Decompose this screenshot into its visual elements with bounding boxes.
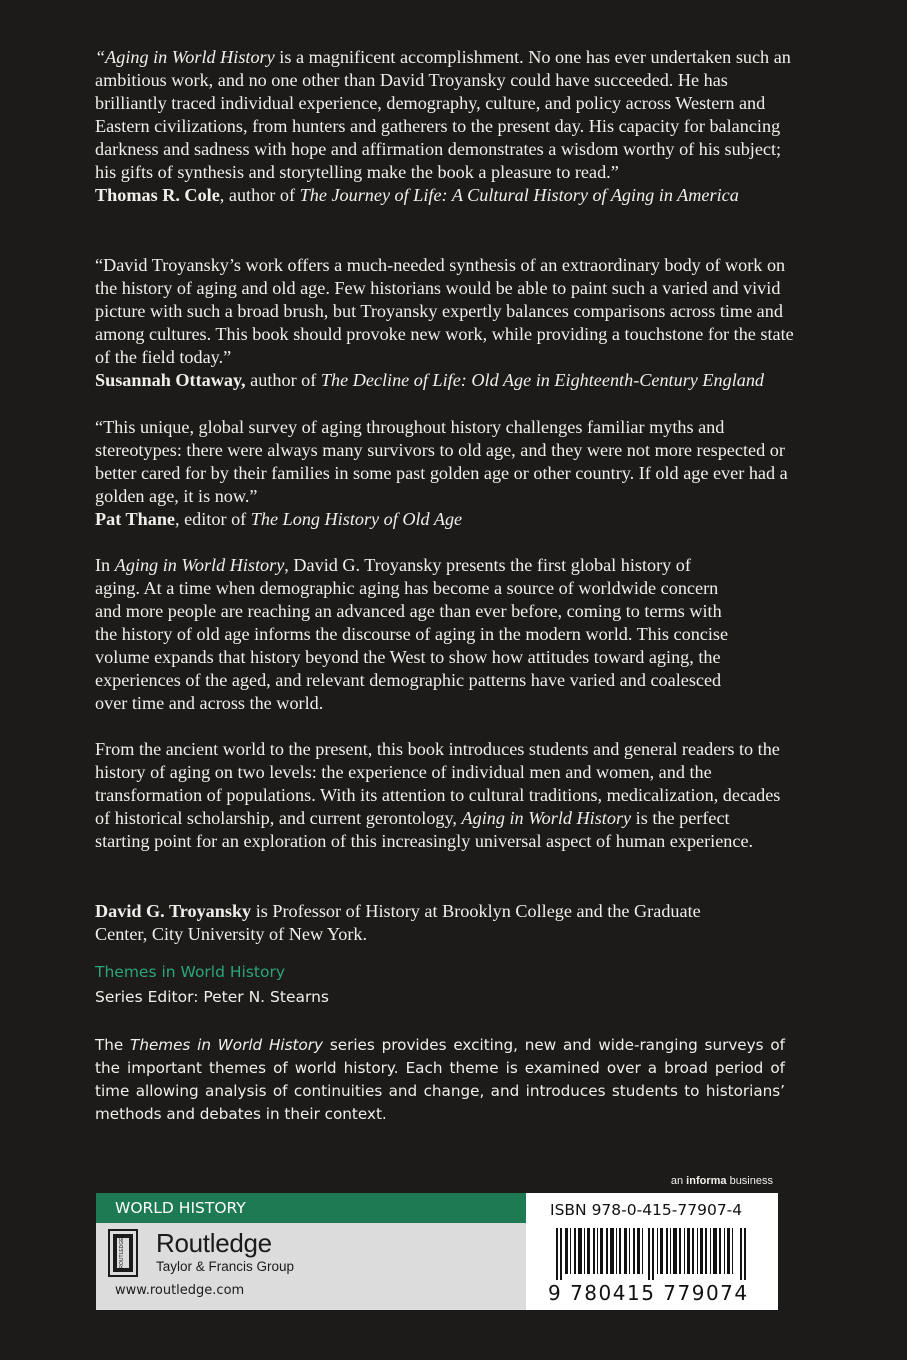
publisher-name: Routledge xyxy=(156,1228,272,1258)
publisher-brand xyxy=(156,1229,294,1274)
quote-attribution: Susannah Ottaway, author of The Decline of Life: Old Age in Eighteenth-Century England xyxy=(95,370,765,390)
review-quote-1 xyxy=(95,46,795,207)
routledge-logo-icon xyxy=(108,1229,138,1277)
isbn-barcode-panel xyxy=(526,1193,778,1310)
author-name: David G. Troyansky xyxy=(95,901,252,921)
description-paragraph-1: In Aging in World History, David G. Troyansky presents the first global history of aging. At a time when demographic aging has become a source of worldwide concern and more people are reaching an advanced age than ever before, coming to terms with the history of old age informs the discourse of aging in the modern world. This concise volume expands that history beyond the West to show how attitudes toward aging, the experiences of the aged, and relevant demographic patterns have varied and coalesced over time and across the world. xyxy=(95,555,729,713)
reviewer-work: The Long History of Old Age xyxy=(250,509,463,529)
reviewer-name: Susannah Ottaway, xyxy=(95,370,246,390)
book-title: Aging in World History xyxy=(461,808,632,828)
quote-attribution: Thomas R. Cole, author of The Journey of Life: A Cultural History of Aging in America xyxy=(95,185,739,205)
book-title: “Aging in World History xyxy=(95,47,275,67)
series-name: Themes in World History xyxy=(130,1036,324,1054)
reviewer-name: Thomas R. Cole xyxy=(95,185,220,205)
isbn-label: ISBN 978-0-415-77907-4 xyxy=(550,1201,743,1219)
publisher-footer xyxy=(96,1193,778,1310)
reviewer-name: Pat Thane xyxy=(95,509,176,529)
series-title: Themes in World History xyxy=(95,963,286,981)
series-description: The Themes in World History series provides exciting, new and wide-ranging surveys of the important themes of world history. Each theme is examined over a broad period of time allowing analysis of continuities and change, and introduces students to historians’ methods and debates in their context. xyxy=(95,1036,785,1123)
reviewer-work: The Journey of Life: A Cultural History of Aging in America xyxy=(299,185,739,205)
quote-text: “This unique, global survey of aging throughout history challenges familiar myths and stereotypes: there were always many survivors to old age, and they were not more respected or better cared for by their families in some past golden age or other country. If old age ever had a golden age, it is now.” xyxy=(95,417,788,506)
quote-text: “Aging in World History is a magnificent accomplishment. No one has ever undertaken such an ambitious work, and no one other than David Troyansky could have succeeded. He has brilliantly traced individual experience, demography, culture, and policy across Western and Eastern civilizations, from hunters and gatherers to the present day. His capacity for balancing darkness and sadness with hope and affirmation demonstrates a wisdom worthy of his subject; his gifts of synthesis and storytelling make the book a pleasure to read.” xyxy=(95,47,791,182)
isbn-digits: 9 780415 779074 xyxy=(548,1281,749,1305)
reviewer-work: The Decline of Life: Old Age in Eighteenth-Century England xyxy=(320,370,765,390)
publisher-group: Taylor & Francis Group xyxy=(156,1259,295,1274)
review-quote-3 xyxy=(95,416,795,531)
series-editor: Series Editor: Peter N. Stearns xyxy=(95,988,329,1006)
svg-text:ROUTLEDGE: ROUTLEDGE xyxy=(119,1237,125,1269)
description-paragraph-2: From the ancient world to the present, this book introduces students and general readers to the history of aging on two levels: the experience of individual men and women, and the transformation of populations. With its attention to cultural traditions, medicalization, decades of historical scholarship, and current gerontology, Aging in World History is the perfect starting point for an exploration of this increasingly universal aspect of human experience. xyxy=(95,739,781,851)
book-title: Aging in World History xyxy=(114,555,285,575)
barcode-icon xyxy=(556,1228,752,1280)
category-bar: WORLD HISTORY xyxy=(96,1193,526,1223)
quote-attribution: Pat Thane, editor of The Long History of Old Age xyxy=(95,509,463,529)
author-bio: David G. Troyansky is Professor of History at Brooklyn College and the Graduate Center, City University of New York. xyxy=(95,901,701,944)
informa-tagline: an informa business xyxy=(670,1175,773,1187)
publisher-website[interactable]: www.routledge.com xyxy=(115,1283,245,1298)
review-quote-2 xyxy=(95,254,795,392)
quote-text: “David Troyansky’s work offers a much-needed synthesis of an extraordinary body of work on the history of aging and old age. Few historians would be able to paint such a varied and vivid picture with such a broad brush, but Troyansky expertly balances comparisons across time and among cultures. This book should provoke new work, while providing a touchstone for the state of the field today.” xyxy=(95,255,794,367)
